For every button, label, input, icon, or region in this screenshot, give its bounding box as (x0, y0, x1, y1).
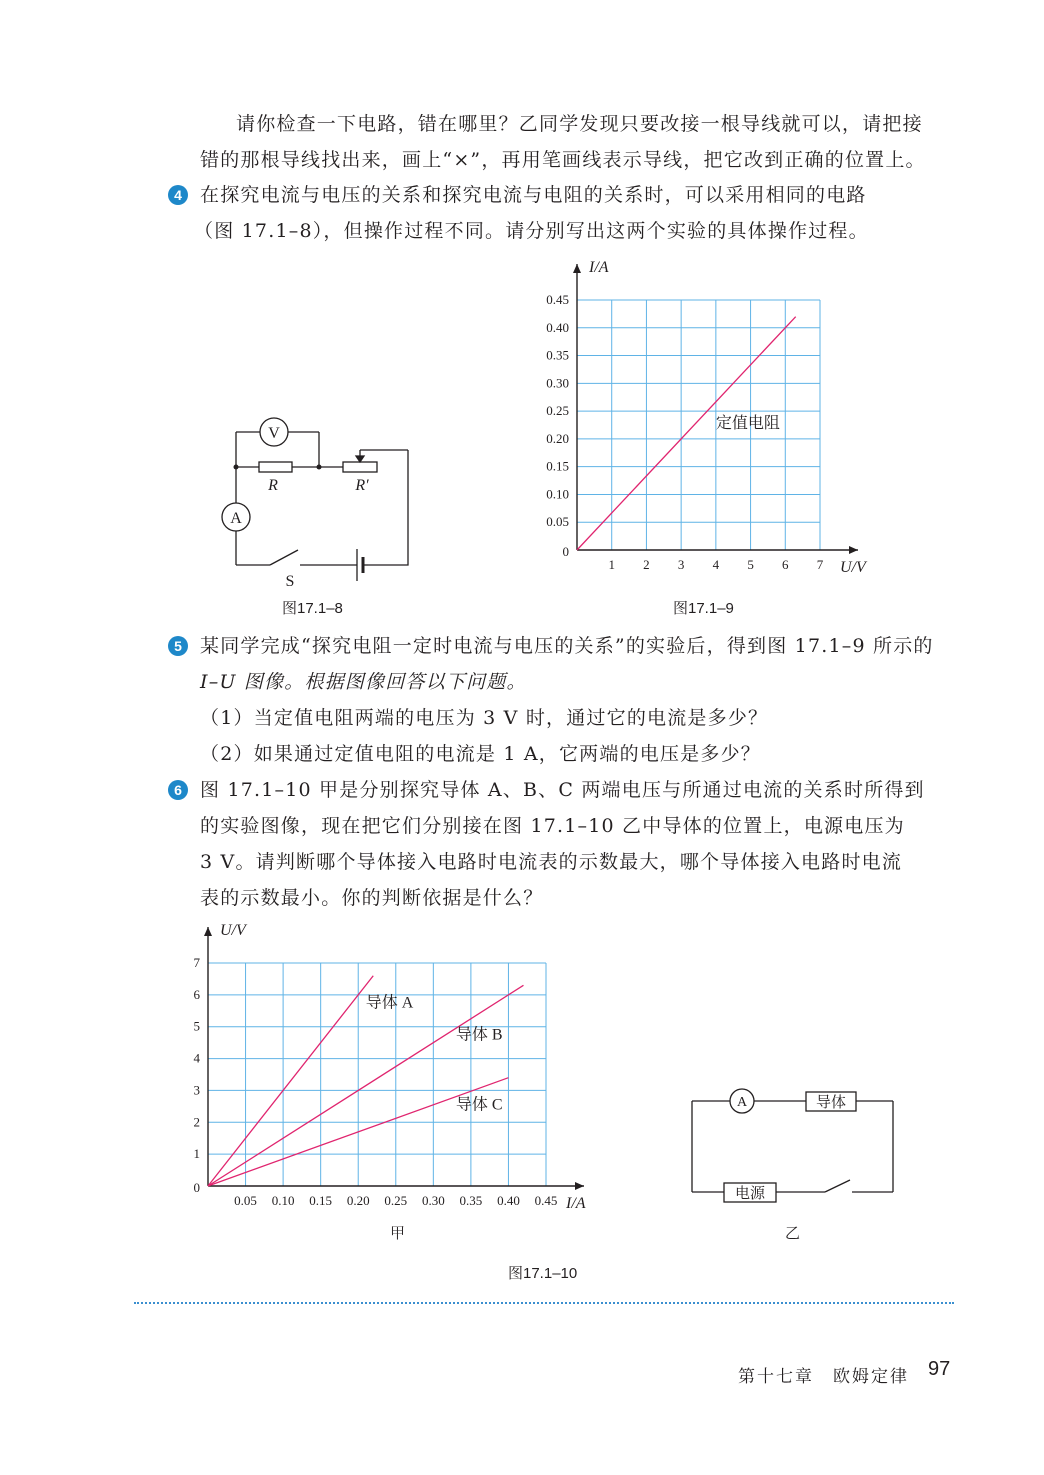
y-tick-label: 7 (193, 955, 200, 970)
question-4-line: 在探究电流与电压的关系和探究电流与电阻的关系时，可以采用相同的电路 (200, 184, 867, 206)
x-tick-label: 0.25 (384, 1193, 408, 1208)
x-tick-label: 0.35 (459, 1193, 483, 1208)
y-tick-label: 5 (193, 1018, 200, 1034)
y-tick-label: 6 (193, 986, 200, 1002)
power-source-label: 电源 (734, 1186, 766, 1202)
paragraph-line: 请你检查一下电路，错在哪里？乙同学发现只要改接一根导线就可以，请把接 (236, 113, 923, 135)
series-label: 导体 B (455, 1026, 503, 1044)
y-axis-arrow (204, 927, 212, 936)
question-6-line: 图 17.1–10 甲是分别探究导体 A、B、C 两端电压与所通过电流的关系时所得到 (200, 779, 925, 801)
question-5-sub-1: （1）当定值电阻两端的电压为 3 V 时，通过它的电流是多少？ (200, 707, 769, 729)
question-4-line: （图 17.1–8），但操作过程不同。请分别写出这两个实验的具体操作过程。 (194, 220, 869, 242)
x-axis-arrow (849, 546, 858, 554)
x-tick-label: 0.45 (534, 1193, 558, 1208)
x-tick-label: 4 (712, 557, 720, 572)
page-number: 97 (928, 1358, 951, 1380)
x-tick-label: 0.20 (346, 1193, 370, 1208)
ammeter-label: A (230, 510, 242, 527)
y-axis-arrow (573, 264, 581, 273)
y-tick-label: 0.25 (546, 403, 569, 419)
x-tick-label: 0.10 (271, 1193, 295, 1208)
x-tick-label: 0.40 (497, 1193, 520, 1208)
y-tick-label: 0.20 (546, 430, 569, 446)
y-tick-label: 1 (193, 1146, 200, 1162)
y-tick-label: 0.30 (546, 375, 569, 391)
circuit-diagram-fig10-b (680, 1080, 910, 1210)
y-tick-label: 0.45 (546, 292, 569, 307)
question-5-line: 某同学完成“探究电阻一定时电流与电压的关系”的实验后，得到图 17.1–9 所示的 (200, 635, 934, 657)
series-label: 导体 C (455, 1096, 503, 1114)
question-number-4: 4 (168, 185, 188, 205)
y-axis-label: I/A (589, 259, 609, 276)
x-tick-label: 6 (782, 557, 789, 572)
series-line (208, 985, 523, 1186)
y-tick-label: 0.10 (546, 486, 569, 502)
question-number-6: 6 (168, 780, 188, 800)
question-5-line: I–U 图像。根据图像回答以下问题。 (200, 671, 527, 693)
resistor-label: R (268, 477, 278, 494)
circuit-diagram-fig8 (210, 410, 430, 600)
y-tick-label: 0.35 (546, 347, 569, 363)
y-axis-label: U/V (220, 922, 246, 939)
y-tick-label: 0.15 (546, 458, 569, 474)
x-tick-label: 2 (643, 557, 650, 572)
chart-fig10-a (180, 918, 620, 1218)
figure-caption-9: 图17.1–9 (673, 600, 734, 617)
paragraph-line: 错的那根导线找出来，画上“×”，再用笔画线表示导线，把它改到正确的位置上。 (200, 149, 926, 171)
question-5-sub-2: （2）如果通过定值电阻的电流是 1 A，它两端的电压是多少？ (200, 743, 761, 765)
page-divider (134, 1302, 954, 1304)
y-tick-label: 2 (193, 1114, 200, 1130)
figure-caption-8: 图17.1–8 (282, 600, 343, 617)
conductor-label: 导体 (815, 1095, 847, 1111)
switch-label: S (285, 573, 295, 590)
x-tick-label: 1 (608, 557, 615, 572)
x-tick-label: 7 (816, 557, 824, 572)
x-tick-label: 5 (747, 557, 754, 572)
sub-caption-b: 乙 (785, 1224, 801, 1242)
x-axis-arrow (575, 1182, 584, 1190)
series-label: 导体 A (365, 994, 414, 1012)
question-6-line: 的实验图像，现在把它们分别接在图 17.1–10 乙中导体的位置上，电源电压为 (200, 815, 905, 837)
question-6-line: 3 V。请判断哪个导体接入电路时电流表的示数最大，哪个导体接入电路时电流 (200, 851, 903, 873)
x-axis-label: U/V (840, 559, 866, 576)
series-line (577, 317, 796, 550)
origin-label: 0 (193, 1180, 200, 1195)
origin-label: 0 (562, 544, 569, 559)
question-6-line: 表的示数最小。你的判断依据是什么？ (200, 887, 544, 909)
sub-caption-a: 甲 (390, 1224, 406, 1242)
y-tick-label: 4 (193, 1050, 200, 1066)
y-tick-label: 0.40 (546, 319, 569, 335)
chapter-footer: 第十七章 欧姆定律 (738, 1367, 909, 1387)
x-tick-label: 0.30 (421, 1193, 445, 1208)
x-axis-label: I/A (566, 1195, 586, 1212)
y-tick-label: 0.05 (546, 514, 569, 530)
ammeter-label: A (736, 1095, 748, 1110)
series-label: 定值电阻 (715, 414, 780, 432)
question-number-5: 5 (168, 636, 188, 656)
x-tick-label: 0.15 (309, 1193, 333, 1208)
y-tick-label: 3 (193, 1082, 200, 1098)
x-tick-label: 0.05 (234, 1193, 257, 1208)
voltmeter-label: V (268, 425, 280, 442)
chart-fig9 (530, 252, 870, 582)
x-tick-label: 3 (677, 557, 685, 572)
rheostat-label: R′ (355, 477, 369, 494)
figure-caption-10: 图17.1–10 (508, 1265, 578, 1282)
